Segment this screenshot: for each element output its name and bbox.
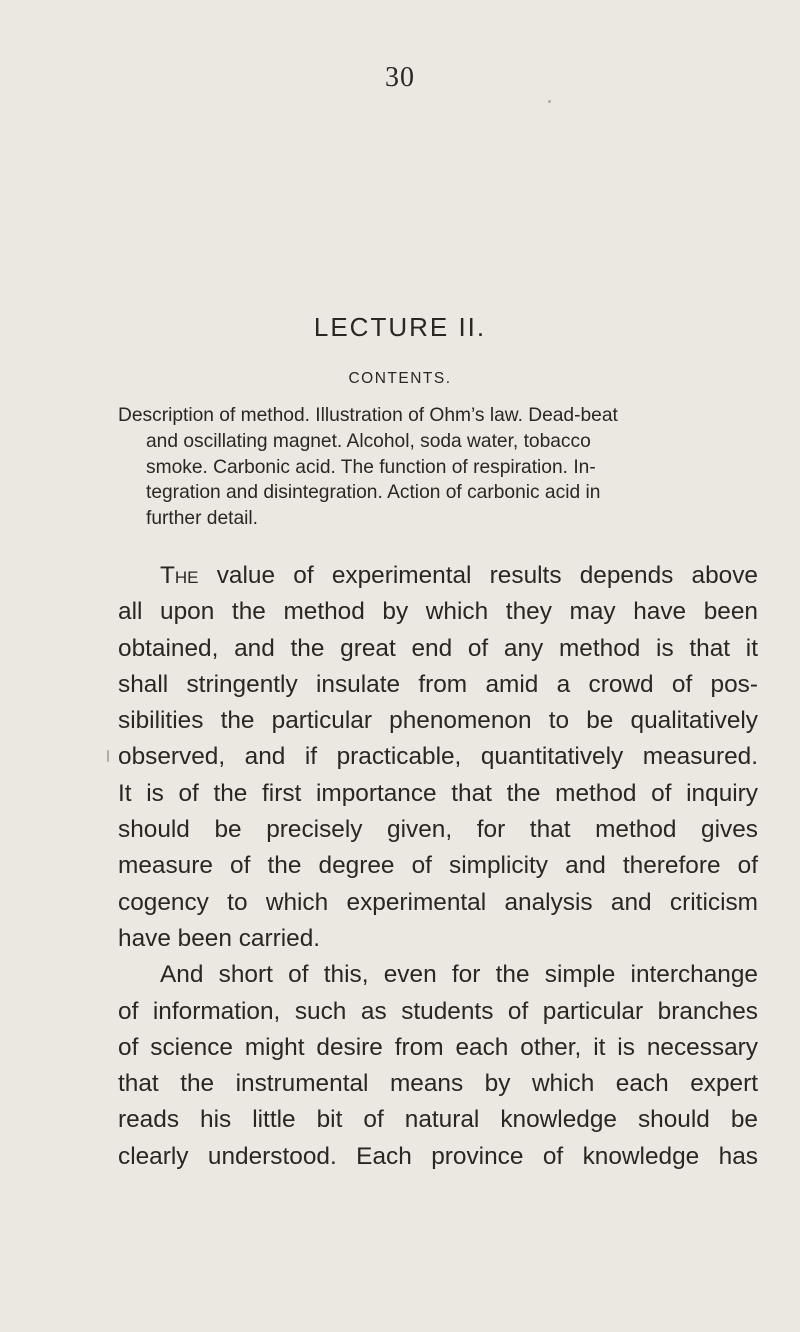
body-line: clearly understood. Each province of knowledge has [118, 1142, 758, 1170]
lecture-body [118, 558, 758, 1175]
body-line [118, 558, 758, 594]
paper-speck [548, 100, 551, 103]
summary-line: further detail. [146, 508, 258, 530]
body-line: shall stringently insulate from amid a crowd of pos- [118, 670, 758, 698]
summary-line: Description of method. Illustration of Ohm’s law. Dead-beat [118, 405, 618, 426]
body-line: cogency to which experimental analysis and criticism [118, 888, 758, 916]
summary-line: smoke. Carbonic acid. The function of respiration. In- [146, 456, 596, 478]
body-line: that the instrumental means by which each expert [118, 1070, 758, 1098]
body-line: of information, such as students of particular branches [118, 997, 758, 1025]
contents-heading: CONTENTS. [348, 370, 452, 387]
body-line: measure of the degree of simplicity and therefore of [118, 852, 758, 880]
page-number: 30 [385, 62, 415, 93]
body-line: sibilities the particular phenomenon to be qualitatively [118, 707, 758, 735]
contents-summary [118, 403, 758, 532]
body-line: It is of the first importance that the method of inquiry [118, 779, 758, 807]
body-line: And short of this, even for the simple interchange [160, 961, 758, 989]
body-line: observed, and if practicable, quantitatively measured. [118, 743, 758, 771]
body-line: all upon the method by which they may have been [118, 598, 758, 626]
opening-word: The [160, 562, 199, 589]
body-line: should be precisely given, for that method gives [118, 816, 758, 844]
summary-line: tegration and disintegration. Action of carbonic acid in [146, 482, 601, 504]
body-line: obtained, and the great end of any method is that it [118, 634, 758, 662]
lecture-heading: LECTURE II. [313, 312, 487, 342]
paper-speck [107, 750, 109, 762]
body-line: have been carried. [118, 924, 321, 952]
body-line: reads his little bit of natural knowledge should be [118, 1106, 758, 1134]
body-line: of science might desire from each other, it is necessary [118, 1033, 758, 1061]
summary-line: and oscillating magnet. Alcohol, soda water, tobacco [146, 430, 591, 452]
body-line-text: value of experimental results depends above [198, 562, 758, 589]
